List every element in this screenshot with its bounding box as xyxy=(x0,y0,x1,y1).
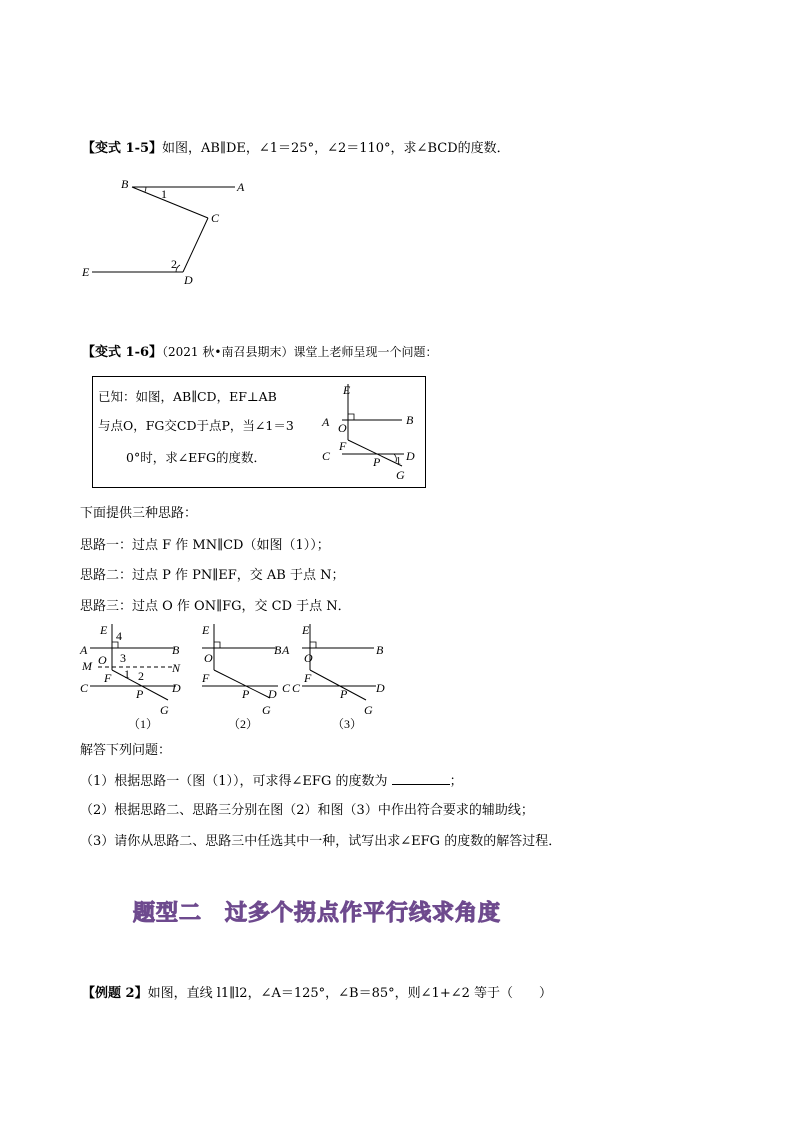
q16-box-angle-1: 1 xyxy=(396,456,401,467)
fig1-label-E: E xyxy=(100,623,108,637)
q15-label-D: D xyxy=(184,273,193,287)
q16-sub1 xyxy=(80,772,463,791)
section-title: 题型二 过多个拐点作平行线求角度 xyxy=(133,901,502,926)
fig3-caption: （3） xyxy=(332,717,363,731)
ex2-text: 如图，直线 l1∥l2，∠A＝125°，∠B＝85°，则∠1+∠2 等于（ ） xyxy=(147,986,553,1001)
ex2-line xyxy=(82,985,552,1003)
q16-box-label-B: B xyxy=(406,413,414,427)
fig1-label-F: F xyxy=(104,671,112,685)
fig1-label-M: M xyxy=(82,659,92,673)
q16-intro: 下面提供三种思路： xyxy=(80,506,198,521)
fig1-angle-2: 2 xyxy=(138,669,144,683)
fig3-label-E: E xyxy=(302,623,310,637)
q15-label-C: C xyxy=(211,211,220,225)
fig1-label-B: B xyxy=(172,643,180,657)
fig1-label-D: D xyxy=(172,681,181,695)
fig2-label-F: F xyxy=(202,671,210,685)
q16-box-label-O: O xyxy=(338,421,347,435)
fig3-label-D: D xyxy=(376,681,385,695)
fig1-angle-3: 3 xyxy=(120,651,126,665)
q16-box-label-P: P xyxy=(373,455,381,469)
q16-box-label-C: C xyxy=(322,449,331,463)
q15-label-E: E xyxy=(82,265,90,279)
q16-sub1-blank[interactable] xyxy=(392,772,450,785)
q16-tag: 【变式 1-6】 xyxy=(82,345,163,360)
q15-tag: 【变式 1-5】 xyxy=(82,141,163,156)
fig1-angle-4: 4 xyxy=(116,629,122,643)
q16-sub3: （3）请你从思路二、思路三中任选其中一种，试写出求∠EFG 的度数的解答过程． xyxy=(80,834,562,849)
fig2-label-C: C xyxy=(282,681,291,695)
fig2-label-O: O xyxy=(204,651,213,665)
q16-fig3 xyxy=(294,620,404,732)
fig2-label-D: D xyxy=(268,687,277,701)
fig2-label-A: A xyxy=(282,643,290,657)
fig1-label-N: N xyxy=(172,661,181,675)
fig2-caption: （2） xyxy=(228,717,259,731)
q16-box-figure xyxy=(316,380,426,486)
fig1-label-G: G xyxy=(160,703,169,717)
fig2-label-B: B xyxy=(274,643,282,657)
q15-line xyxy=(82,140,510,158)
fig2-label-E: E xyxy=(202,623,210,637)
fig1-angle-1: 1 xyxy=(124,667,130,681)
fig3-label-G: G xyxy=(364,703,373,717)
ex2-tag: 【例题 2】 xyxy=(82,986,148,1001)
q16-box-line-1: 已知：如图，AB∥CD，EF⊥AB xyxy=(98,389,277,404)
q16-idea-1: 思路一：过点 F 作 MN∥CD（如图（1））； xyxy=(80,538,330,553)
fig3-label-B: B xyxy=(376,643,384,657)
q15-figure xyxy=(70,170,270,290)
q16-box-label-F: F xyxy=(339,439,347,453)
fig2-label-P: P xyxy=(242,687,250,701)
q15-text: 如图，AB∥DE，∠1＝25°，∠2＝110°，求∠BCD的度数． xyxy=(162,141,510,156)
q15-label-A: A xyxy=(237,180,245,194)
q16-box-line-3: 0°时，求∠EFG的度数． xyxy=(126,450,266,465)
q16-idea-2: 思路二：过点 P 作 PN∥EF，交 AB 于点 N； xyxy=(80,568,345,583)
q16-box-line-2: 与点O，FG交CD于点P，当∠1＝3 xyxy=(98,418,294,433)
fig3-label-C: C xyxy=(292,681,301,695)
fig1-label-C: C xyxy=(80,681,89,695)
q16-fig2 xyxy=(192,620,304,732)
q16-line xyxy=(82,343,437,362)
q16-box-label-E: E xyxy=(343,383,351,397)
q16-answer-intro: 解答下列问题： xyxy=(80,743,172,758)
q16-text: （2021 秋•南召县期末）课堂上老师呈现一个问题： xyxy=(162,345,438,359)
q16-sub2: （2）根据思路二、思路三分别在图（2）和图（3）中作出符合要求的辅助线； xyxy=(80,803,534,818)
fig1-caption: （1） xyxy=(128,717,159,731)
q15-label-B: B xyxy=(121,177,129,191)
q16-sub1-text: （1）根据思路一（图（1）），可求得∠EFG 的度数为 xyxy=(80,774,388,789)
q16-box-label-A: A xyxy=(322,415,330,429)
q15-angle-1: 1 xyxy=(161,187,167,201)
fig2-label-G: G xyxy=(262,703,271,717)
fig1-label-A: A xyxy=(80,643,88,657)
fig3-label-F: F xyxy=(304,671,312,685)
q16-sub1-end: ； xyxy=(449,774,463,789)
q16-idea-3: 思路三：过点 O 作 ON∥FG，交 CD 于点 N． xyxy=(80,599,351,614)
q15-angle-2: 2 xyxy=(171,257,177,271)
fig3-label-O: O xyxy=(304,651,313,665)
q16-fig1 xyxy=(76,620,206,732)
q16-box-label-G: G xyxy=(396,468,405,482)
fig1-label-O: O xyxy=(98,653,107,667)
fig1-label-P: P xyxy=(136,687,144,701)
q16-box-label-D: D xyxy=(406,449,415,463)
fig3-label-P: P xyxy=(340,687,348,701)
